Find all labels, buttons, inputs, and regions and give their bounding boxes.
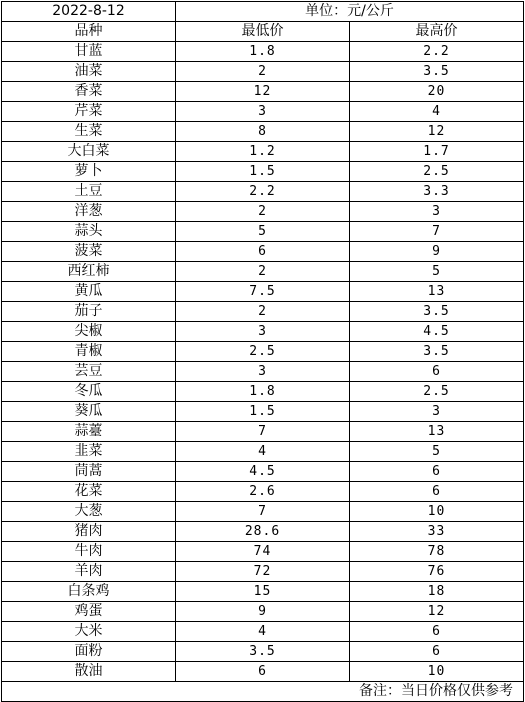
variety-cell: 茼蒿 [2,462,176,482]
high-price-cell: 78 [350,542,524,562]
variety-cell: 羊肉 [2,562,176,582]
low-price-cell: 12 [176,82,350,102]
variety-cell: 尖椒 [2,322,176,342]
high-price-cell: 18 [350,582,524,602]
high-price-cell: 3 [350,402,524,422]
variety-cell: 黄瓜 [2,282,176,302]
variety-cell: 蒜头 [2,222,176,242]
high-price-cell: 13 [350,282,524,302]
variety-cell: 大白菜 [2,142,176,162]
table-row [2,342,524,362]
low-price-cell: 74 [176,542,350,562]
low-price-cell: 3.5 [176,642,350,662]
high-price-cell: 12 [350,602,524,622]
variety-cell: 菠菜 [2,242,176,262]
variety-cell: 葵瓜 [2,402,176,422]
variety-cell: 韭菜 [2,442,176,462]
low-price-cell: 4.5 [176,462,350,482]
high-price-cell: 2.2 [350,42,524,62]
low-price-cell: 2 [176,302,350,322]
variety-cell: 冬瓜 [2,382,176,402]
variety-cell: 洋葱 [2,202,176,222]
low-price-cell: 2 [176,62,350,82]
high-price-cell: 76 [350,562,524,582]
low-price-cell: 15 [176,582,350,602]
high-price-cell: 13 [350,422,524,442]
high-price-cell: 3.3 [350,182,524,202]
variety-cell: 甘蓝 [2,42,176,62]
variety-cell: 猪肉 [2,522,176,542]
variety-cell: 香菜 [2,82,176,102]
table-row [2,242,524,262]
table-row [2,522,524,542]
low-price-cell: 2.5 [176,342,350,362]
table-row [2,502,524,522]
high-price-cell: 1.7 [350,142,524,162]
high-price-cell: 2.5 [350,382,524,402]
low-price-cell: 6 [176,662,350,682]
high-price-cell: 10 [350,502,524,522]
high-price-cell: 4 [350,102,524,122]
table-row [2,262,524,282]
variety-cell: 大米 [2,622,176,642]
table-row [2,222,524,242]
column-header-row [2,22,524,42]
table-row [2,542,524,562]
table-row [2,282,524,302]
low-price-cell: 2.2 [176,182,350,202]
table-row [2,82,524,102]
low-price-cell: 2.6 [176,482,350,502]
low-price-cell: 7 [176,502,350,522]
low-price-cell: 6 [176,242,350,262]
table-row [2,422,524,442]
table-row [2,142,524,162]
high-price-cell: 20 [350,82,524,102]
table-row [2,402,524,422]
variety-cell: 散油 [2,662,176,682]
variety-cell: 茄子 [2,302,176,322]
low-price-cell: 1.2 [176,142,350,162]
low-price-cell: 1.8 [176,382,350,402]
low-price-cell: 1.5 [176,162,350,182]
low-price-cell: 2 [176,262,350,282]
table-row [2,462,524,482]
header-row [2,2,524,22]
low-price-cell: 4 [176,442,350,462]
low-price-cell: 3 [176,322,350,342]
variety-cell: 生菜 [2,122,176,142]
table-row [2,62,524,82]
table-row [2,302,524,322]
low-price-cell: 28.6 [176,522,350,542]
high-price-cell: 3.5 [350,302,524,322]
table-row [2,182,524,202]
table-row [2,382,524,402]
table-row [2,582,524,602]
table-row [2,622,524,642]
variety-cell: 西红柿 [2,262,176,282]
variety-cell: 土豆 [2,182,176,202]
high-price-cell: 5 [350,262,524,282]
high-price-cell: 9 [350,242,524,262]
low-price-cell: 5 [176,222,350,242]
variety-cell: 面粉 [2,642,176,662]
variety-cell: 牛肉 [2,542,176,562]
variety-cell: 大葱 [2,502,176,522]
high-price-cell: 6 [350,642,524,662]
table-row [2,102,524,122]
column-header-low-price: 最低价 [176,22,350,42]
high-price-cell: 7 [350,222,524,242]
variety-cell: 芹菜 [2,102,176,122]
date-cell: 2022-8-12 [2,2,176,22]
low-price-cell: 9 [176,602,350,622]
high-price-cell: 3.5 [350,62,524,82]
table-row [2,442,524,462]
variety-cell: 青椒 [2,342,176,362]
variety-cell: 蒜薹 [2,422,176,442]
table-row [2,42,524,62]
low-price-cell: 1.5 [176,402,350,422]
variety-cell: 花菜 [2,482,176,502]
table-row [2,602,524,622]
high-price-cell: 5 [350,442,524,462]
price-table-body [2,2,524,702]
unit-cell: 单位：元/公斤 [176,2,524,22]
table-row [2,122,524,142]
low-price-cell: 3 [176,362,350,382]
high-price-cell: 6 [350,482,524,502]
variety-cell: 芸豆 [2,362,176,382]
high-price-cell: 3 [350,202,524,222]
table-row [2,642,524,662]
column-header-high-price: 最高价 [350,22,524,42]
table-row [2,362,524,382]
low-price-cell: 4 [176,622,350,642]
high-price-cell: 6 [350,362,524,382]
low-price-cell: 1.8 [176,42,350,62]
table-row [2,482,524,502]
low-price-cell: 2 [176,202,350,222]
variety-cell: 萝卜 [2,162,176,182]
low-price-cell: 7 [176,422,350,442]
footer-note: 备注：当日价格仅供参考 [2,682,524,702]
variety-cell: 鸡蛋 [2,602,176,622]
variety-cell: 白条鸡 [2,582,176,602]
high-price-cell: 12 [350,122,524,142]
low-price-cell: 7.5 [176,282,350,302]
high-price-cell: 2.5 [350,162,524,182]
column-header-variety: 品种 [2,22,176,42]
low-price-cell: 8 [176,122,350,142]
table-row [2,562,524,582]
high-price-cell: 6 [350,462,524,482]
high-price-cell: 10 [350,662,524,682]
low-price-cell: 72 [176,562,350,582]
high-price-cell: 6 [350,622,524,642]
high-price-cell: 3.5 [350,342,524,362]
footer-row [2,682,524,702]
table-row [2,202,524,222]
high-price-cell: 33 [350,522,524,542]
table-row [2,162,524,182]
high-price-cell: 4.5 [350,322,524,342]
table-row [2,662,524,682]
table-row [2,322,524,342]
variety-cell: 油菜 [2,62,176,82]
low-price-cell: 3 [176,102,350,122]
price-table [1,1,524,702]
